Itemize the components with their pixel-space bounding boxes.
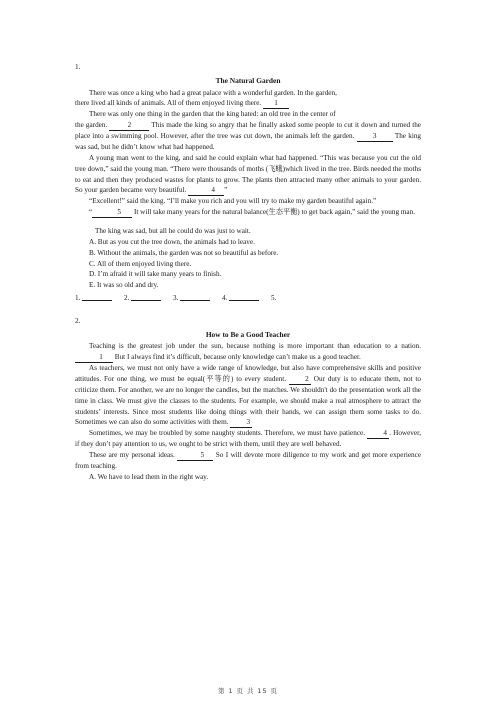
s1-p4-text: “Excellent!” said the king. “I’ll make you rich and you will try to make my garden beautiful again.” bbox=[89, 197, 377, 206]
s1-answer-3 bbox=[173, 292, 210, 304]
s1-blank-1[interactable]: 1 bbox=[263, 99, 289, 109]
s2-paragraph-4 bbox=[75, 450, 421, 472]
s1-blank-5[interactable]: 5 bbox=[92, 208, 132, 218]
s1-p2b-text: the garden. bbox=[75, 121, 108, 130]
s1-option-d: D. I’m afraid it will take many years to finish. bbox=[89, 270, 222, 279]
s1-answer-row bbox=[75, 292, 421, 304]
s1-option-b: B. Without the animals, the garden was not so beautiful as before. bbox=[89, 248, 279, 257]
s1-paragraph-3 bbox=[75, 153, 421, 196]
s2-blank-4[interactable]: 4 bbox=[367, 429, 389, 439]
s1-p1b-text: there lived all kinds of animals. All of them enjoyed living there. bbox=[75, 99, 262, 108]
section-2-number: 2. bbox=[75, 316, 81, 325]
s1-answer-2 bbox=[124, 292, 161, 304]
s1-option-a: A. But as you cut the tree down, the animals had to leave. bbox=[89, 237, 255, 246]
s1-p3-text: A young man went to the king, and said he could explain what had happened. “This was because you cut the old tree down,” said the young man. “There were thousands of moths (飞蛾)which lived in the tree. Birds needed the moths to eat and then they produced wastes for plants to grow. The plants then attracted many other animals to your garden. So your garden became very beautiful. bbox=[75, 153, 421, 195]
s2-p3a-text: Sometimes, we may be troubled by some naughty students. Therefore, we must have patience. bbox=[89, 429, 365, 438]
s1-paragraph-2 bbox=[75, 109, 421, 120]
answer-line[interactable] bbox=[131, 292, 161, 301]
section-2-title: How to Be a Good Teacher bbox=[205, 329, 291, 339]
s1-blank-4[interactable]: 4 bbox=[188, 186, 224, 196]
section-1-title: The Natural Garden bbox=[215, 75, 281, 85]
answer-label: 4. bbox=[221, 293, 228, 302]
s2-paragraph-2 bbox=[75, 363, 421, 428]
s1-paragraph-1-cont bbox=[75, 98, 421, 109]
s1-answer-1 bbox=[75, 292, 112, 304]
s2-option-a: A. We have to lead them in the right way. bbox=[89, 472, 209, 481]
s2-p4b-text: So I will devote more diligence to my work and get more experience from teaching. bbox=[75, 451, 422, 471]
section-1-number: 1. bbox=[75, 63, 81, 71]
s2-p4a-text: These are my personal ideas. bbox=[89, 451, 175, 460]
s2-p3b-text: . However, if they don’t pay attention to us, we ought to be strict with them, until they are well behaved. bbox=[75, 429, 421, 449]
s2-p2a-text: As teachers, we must not only have a wide range of knowledge, but also have comprehensive skills and positive attitudes. For one thing, we must be equal(平等的) to every student. bbox=[75, 364, 421, 383]
s2-blank-2[interactable]: 2 bbox=[289, 375, 311, 385]
s1-p2a-text: There was only one thing in the garden that the king hated: an old tree in the center of bbox=[89, 110, 336, 119]
s2-p1a-text: Teaching is the greatest job under the sun, because nothing is more important than education to a nation. bbox=[89, 342, 421, 351]
s1-answer-4 bbox=[222, 292, 259, 304]
s2-blank-3[interactable]: 3 bbox=[230, 418, 252, 428]
s2-paragraph-1 bbox=[75, 341, 421, 363]
s1-paragraph-4 bbox=[75, 196, 421, 207]
s1-p5b-text: It will take many years for the natural balance(生态平衡) to get back again,” said the young man. bbox=[134, 208, 416, 217]
s2-p2b-text: Our duty is to educate them, not to criticize them. For another, we are no longer the candles, but the matches. We shouldn't do the presentation work all the time in class. We must give the classes to the students. For example, we should make a real atmosphere to attract the students’ interests. Since most students like doing things with their hands, we can assign them some tasks to do. Sometimes we can also do some activities with them. bbox=[75, 374, 422, 427]
answer-label: 5. bbox=[270, 293, 277, 302]
s2-paragraph-3 bbox=[75, 428, 421, 450]
section-gap bbox=[75, 304, 421, 316]
s1-p2c-text: This made the king so angry that he finally asked some people to cut it down and turned the place into a swimming pool. However, after the tree was cut down, the animals left the garden. bbox=[75, 121, 421, 141]
s1-answer-5 bbox=[271, 293, 276, 304]
s2-blank-5[interactable]: 5 bbox=[177, 451, 213, 461]
s1-p3-end: ” bbox=[224, 186, 228, 195]
s2-p1b-text: But I always find it’s difficult, because only knowledge can’t make us a good teacher. bbox=[114, 353, 361, 362]
answer-line[interactable] bbox=[229, 292, 259, 301]
s1-p5a-text: “ bbox=[89, 208, 93, 217]
s2-blank-1[interactable]: 1 bbox=[75, 353, 113, 363]
s1-option-stem: The king was sad, but all he could do was just to wait. bbox=[95, 227, 251, 236]
s1-p1a-text: There was once a king who had a great palace with a wonderful garden. In the garden, bbox=[89, 88, 337, 97]
page-footer: 第 1 页 共 15 页 bbox=[218, 687, 278, 695]
answer-label: 1. bbox=[75, 293, 81, 302]
s1-p2d-text: The king was sad, but he didn’t know what had happened. bbox=[75, 132, 422, 152]
answer-line[interactable] bbox=[180, 292, 210, 301]
s1-paragraph-1 bbox=[75, 88, 421, 99]
s1-option-c: C. All of them enjoyed living there. bbox=[89, 259, 192, 268]
document-content bbox=[75, 62, 421, 483]
s1-paragraph-5 bbox=[75, 207, 421, 218]
s1-paragraph-2-cont bbox=[75, 120, 421, 153]
answer-label: 2. bbox=[123, 293, 130, 302]
answer-line[interactable] bbox=[82, 292, 112, 301]
s1-blank-3[interactable]: 3 bbox=[357, 132, 393, 142]
s1-blank-2[interactable]: 2 bbox=[109, 121, 149, 131]
s1-option-e: E. It was so old and dry. bbox=[89, 281, 159, 290]
answer-label: 3. bbox=[172, 293, 179, 302]
